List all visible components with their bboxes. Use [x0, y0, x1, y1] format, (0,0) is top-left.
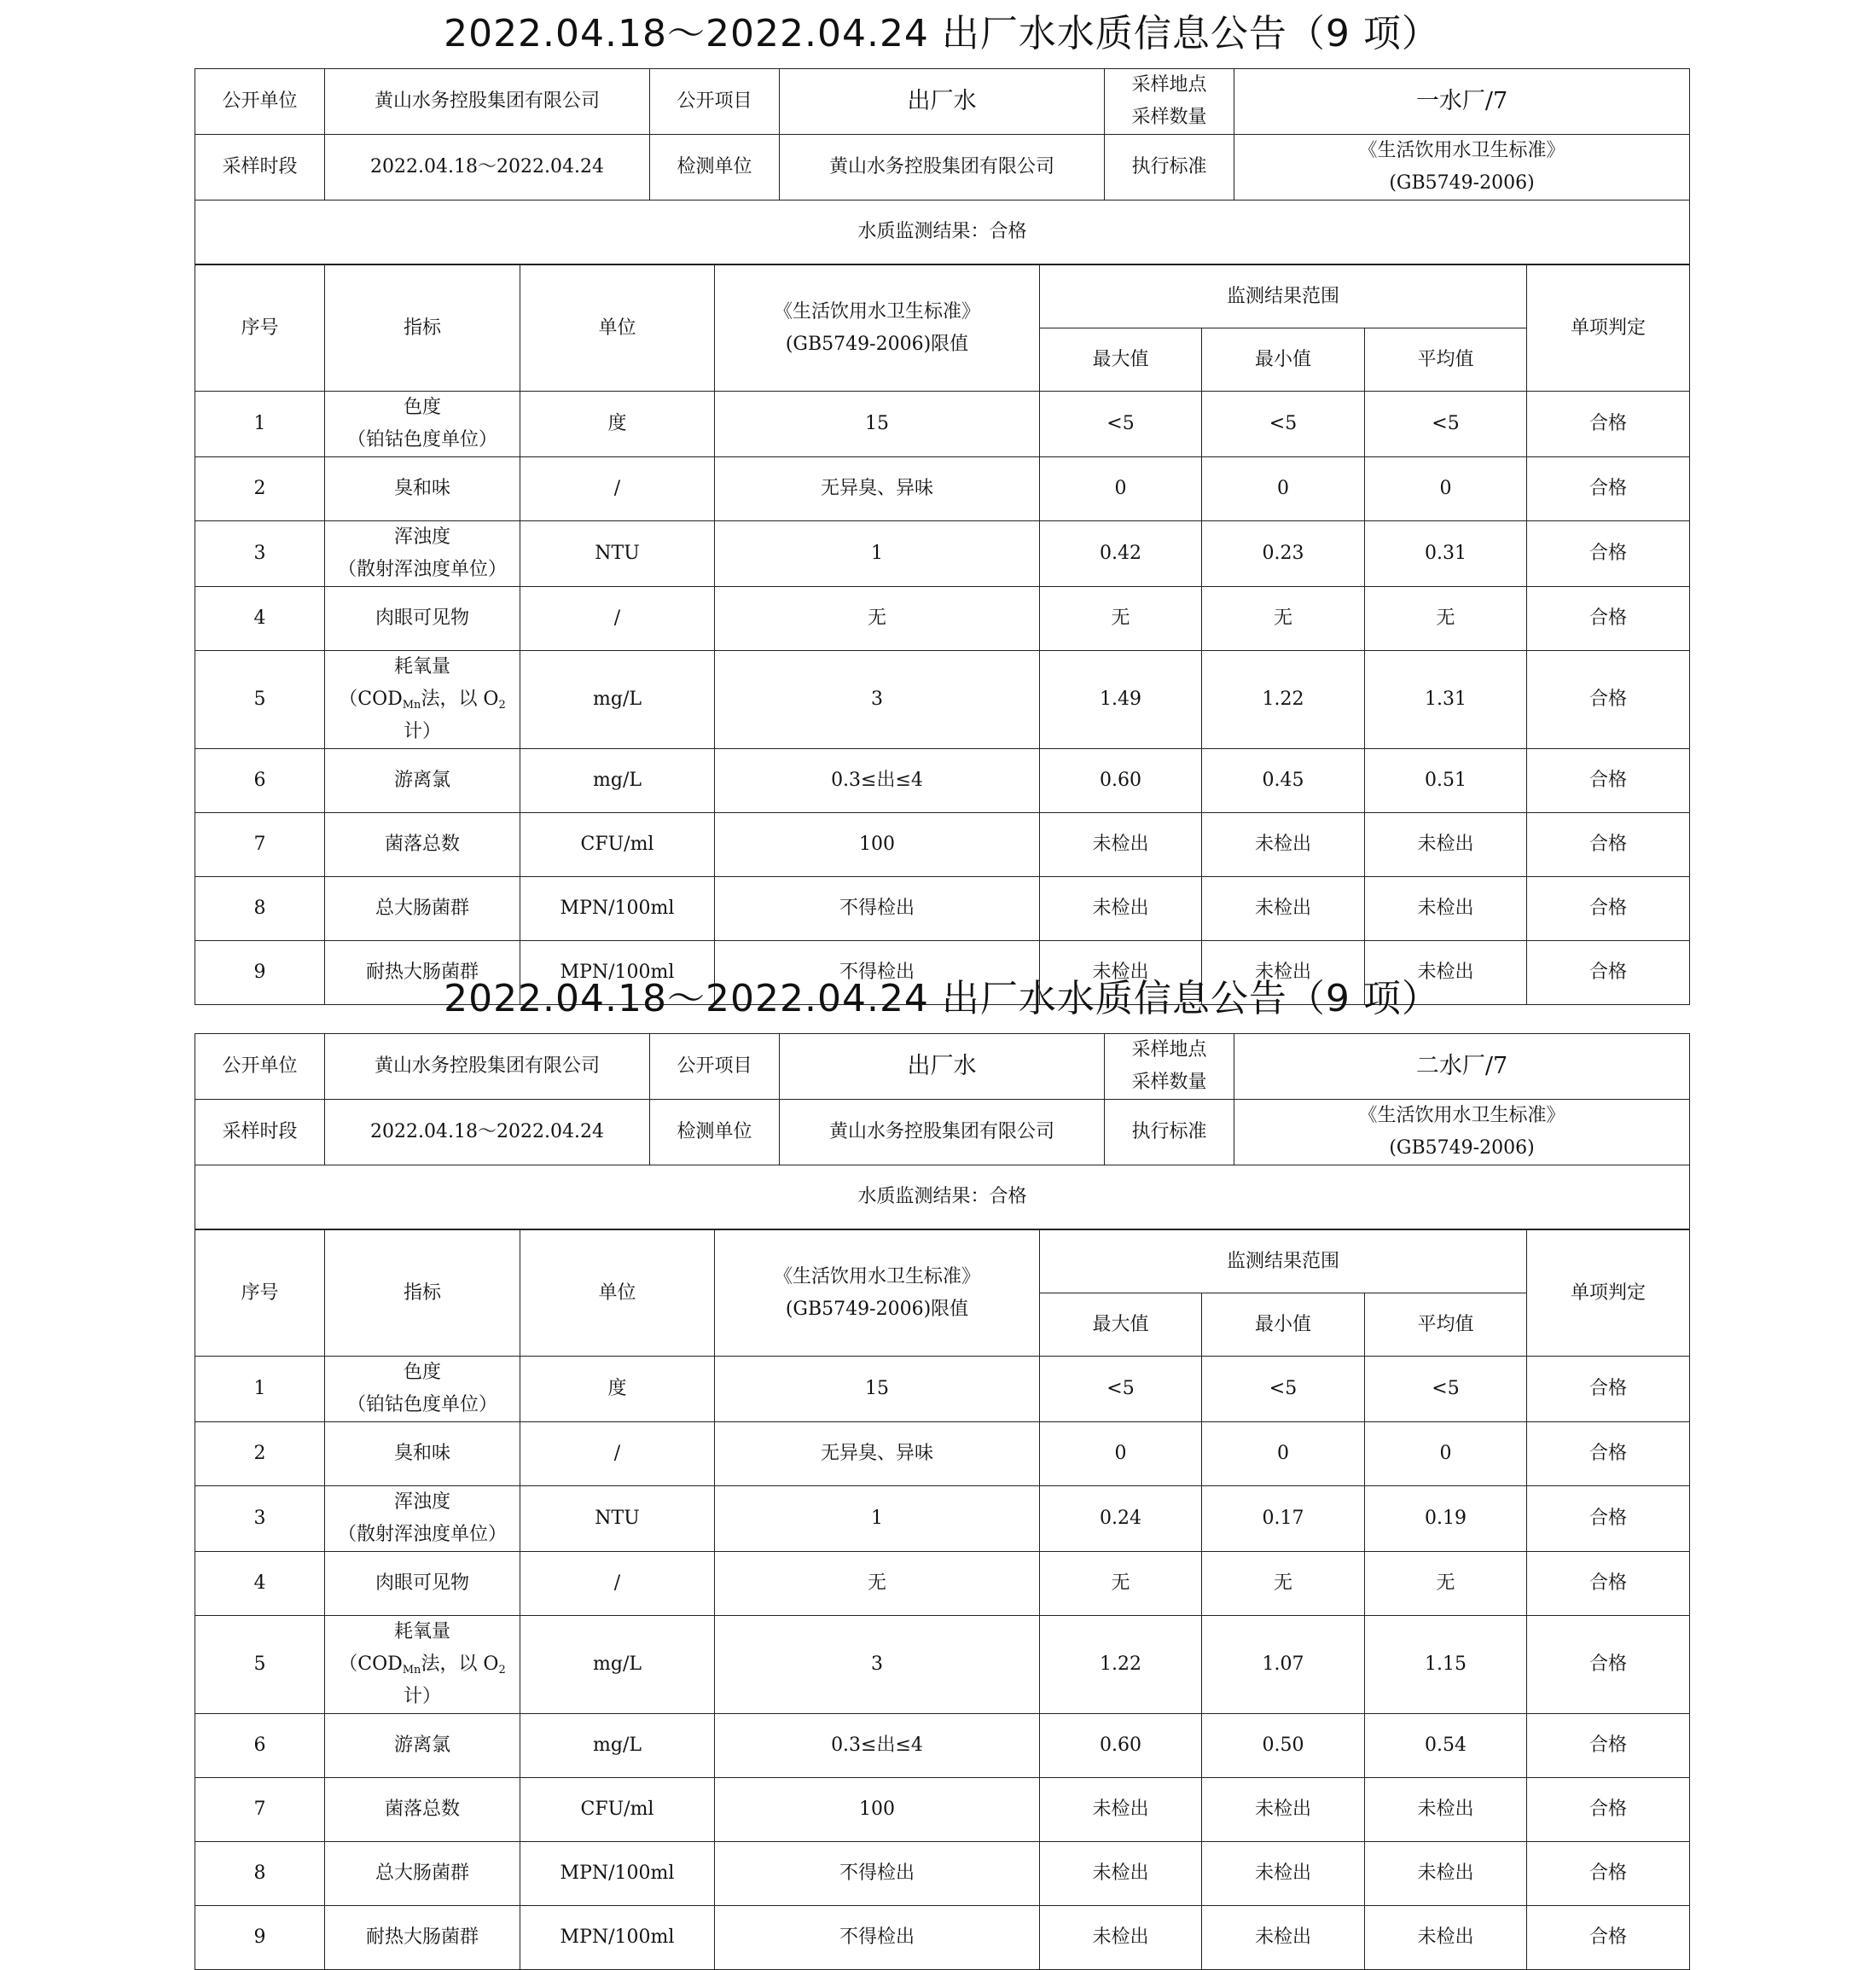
cell-max: <5 — [1040, 392, 1202, 457]
cell-min: 0.23 — [1202, 521, 1365, 587]
report-2 — [195, 965, 1689, 1970]
column-header-row — [195, 265, 1690, 328]
standard-value-line1: 《生活饮用水卫生标准》 — [1358, 1105, 1565, 1126]
cell-indicator — [325, 1616, 520, 1714]
header-indicator: 指标 — [325, 1230, 520, 1357]
cell-min: 0.45 — [1202, 749, 1365, 813]
indicator-name: 色度 — [403, 397, 441, 418]
table-row — [195, 1906, 1690, 1970]
cell-unit: MPN/100ml — [520, 1906, 715, 1970]
sampling-site-label-line1: 采样地点 — [1131, 1039, 1207, 1061]
cell-avg: 0.31 — [1365, 521, 1527, 587]
cell-seq: 1 — [195, 392, 325, 457]
cell-avg: <5 — [1365, 1357, 1527, 1422]
cell-verdict: 合格 — [1527, 1906, 1690, 1970]
cell-limit: 不得检出 — [715, 1906, 1040, 1970]
header-limit-line1: 《生活饮用水卫生标准》 — [773, 1265, 980, 1287]
cell-max: 0.60 — [1040, 749, 1202, 813]
indicator-sub-part-e: 计） — [403, 721, 441, 742]
cell-limit: 无 — [715, 1552, 1040, 1616]
cell-verdict: 合格 — [1527, 1552, 1690, 1616]
cell-verdict: 合格 — [1527, 651, 1690, 749]
indicator-sub-part-a: （COD — [339, 1653, 403, 1675]
cell-min: 未检出 — [1202, 877, 1365, 941]
cell-indicator: 臭和味 — [325, 457, 520, 521]
cell-limit: 15 — [715, 392, 1040, 457]
cell-max: 1.22 — [1040, 1616, 1202, 1714]
cell-limit: 1 — [715, 521, 1040, 587]
cell-seq: 3 — [195, 521, 325, 587]
indicator-sub-mn: Mn — [402, 699, 421, 712]
column-header-row — [195, 1230, 1690, 1293]
indicator-sub — [325, 683, 520, 748]
cell-verdict: 合格 — [1527, 877, 1690, 941]
header-unit: 单位 — [520, 265, 715, 392]
cell-unit: mg/L — [520, 1616, 715, 1714]
cell-seq: 8 — [195, 1842, 325, 1906]
sampling-site-value: 一水厂/7 — [1234, 69, 1690, 135]
cell-unit: MPN/100ml — [520, 877, 715, 941]
cell-max: 0.42 — [1040, 521, 1202, 587]
header-min: 最小值 — [1202, 1293, 1365, 1357]
report-1 — [195, 0, 1689, 1005]
public-unit-label: 公开单位 — [195, 69, 325, 135]
cell-max: 1.49 — [1040, 651, 1202, 749]
indicator-sub-part-e: 计） — [403, 1686, 441, 1707]
result-row — [195, 1165, 1690, 1229]
cell-max: 未检出 — [1040, 1778, 1202, 1842]
table-row — [195, 1552, 1690, 1616]
result-text: 水质监测结果：合格 — [195, 1165, 1690, 1229]
cell-indicator: 菌落总数 — [325, 1778, 520, 1842]
public-item-value: 出厂水 — [780, 69, 1105, 135]
cell-unit: / — [520, 587, 715, 651]
cell-seq: 8 — [195, 877, 325, 941]
cell-limit: 不得检出 — [715, 1842, 1040, 1906]
indicator-sub: （铂钴色度单位） — [346, 1394, 497, 1415]
cell-indicator — [325, 1357, 520, 1422]
public-unit-label: 公开单位 — [195, 1034, 325, 1100]
header-range: 监测结果范围 — [1040, 1230, 1527, 1293]
cell-avg: 未检出 — [1365, 1906, 1527, 1970]
cell-min: 无 — [1202, 587, 1365, 651]
sampling-site-label-line2: 采样数量 — [1131, 107, 1207, 128]
cell-unit: CFU/ml — [520, 813, 715, 877]
report-title: 2022.04.18～2022.04.24 出厂水水质信息公告（9 项） — [444, 12, 1440, 55]
cell-indicator: 肉眼可见物 — [325, 1552, 520, 1616]
cell-verdict: 合格 — [1527, 521, 1690, 587]
cell-limit: 0.3≤出≤4 — [715, 1714, 1040, 1778]
cell-seq: 2 — [195, 457, 325, 521]
cell-indicator — [325, 392, 520, 457]
cell-unit: MPN/100ml — [520, 941, 715, 1005]
cell-indicator — [325, 1486, 520, 1552]
cell-indicator: 肉眼可见物 — [325, 587, 520, 651]
cell-avg: 1.15 — [1365, 1616, 1527, 1714]
table-row — [195, 1616, 1690, 1714]
sampling-site-label-line1: 采样地点 — [1131, 74, 1207, 96]
cell-min: <5 — [1202, 392, 1365, 457]
cell-seq: 3 — [195, 1486, 325, 1552]
indicator-sub-mn: Mn — [402, 1664, 421, 1677]
sampling-period-label: 采样时段 — [195, 1100, 325, 1165]
cell-indicator — [325, 521, 520, 587]
cell-verdict: 合格 — [1527, 813, 1690, 877]
cell-seq: 4 — [195, 1552, 325, 1616]
cell-indicator: 游离氯 — [325, 749, 520, 813]
cell-indicator: 总大肠菌群 — [325, 877, 520, 941]
cell-min: 未检出 — [1202, 1906, 1365, 1970]
cell-seq: 4 — [195, 587, 325, 651]
cell-min: 1.22 — [1202, 651, 1365, 749]
cell-min: 未检出 — [1202, 813, 1365, 877]
public-item-label: 公开项目 — [650, 1034, 780, 1100]
header-limit — [715, 265, 1040, 392]
header-unit: 单位 — [520, 1230, 715, 1357]
table-row — [195, 1486, 1690, 1552]
cell-verdict: 合格 — [1527, 392, 1690, 457]
cell-limit: 0.3≤出≤4 — [715, 749, 1040, 813]
standard-label: 执行标准 — [1105, 1100, 1234, 1165]
indicator-name: 色度 — [403, 1362, 441, 1383]
data-table — [195, 264, 1690, 1005]
indicator-name: 耗氧量 — [393, 656, 450, 677]
table-row — [195, 813, 1690, 877]
cell-max: 0 — [1040, 1422, 1202, 1486]
testing-unit-label: 检测单位 — [650, 1100, 780, 1165]
cell-avg: 未检出 — [1365, 877, 1527, 941]
indicator-sub-part-c: 法，以 O — [421, 1653, 499, 1675]
result-row — [195, 200, 1690, 264]
standard-value-line2: (GB5749-2006) — [1389, 172, 1535, 194]
cell-unit: mg/L — [520, 651, 715, 749]
table-row — [195, 521, 1690, 587]
info-table — [195, 68, 1690, 264]
cell-avg: 未检出 — [1365, 1842, 1527, 1906]
cell-unit: / — [520, 1422, 715, 1486]
cell-indicator: 臭和味 — [325, 1422, 520, 1486]
header-max: 最大值 — [1040, 1293, 1202, 1357]
cell-indicator: 耐热大肠菌群 — [325, 1906, 520, 1970]
cell-limit: 无 — [715, 587, 1040, 651]
sampling-site-label-line2: 采样数量 — [1131, 1072, 1207, 1093]
cell-max: 未检出 — [1040, 1906, 1202, 1970]
header-avg: 平均值 — [1365, 328, 1527, 392]
cell-indicator: 耐热大肠菌群 — [325, 941, 520, 1005]
cell-limit: 100 — [715, 1778, 1040, 1842]
sampling-site-label — [1105, 1034, 1234, 1100]
sampling-period-value: 2022.04.18～2022.04.24 — [325, 1100, 650, 1165]
indicator-sub-2: 2 — [498, 1664, 506, 1677]
indicator-sub: （散射浑浊度单位） — [337, 559, 507, 580]
cell-max: 未检出 — [1040, 1842, 1202, 1906]
indicator-sub — [325, 1648, 520, 1713]
cell-min: 未检出 — [1202, 941, 1365, 1005]
cell-avg: 未检出 — [1365, 1778, 1527, 1842]
cell-min: 未检出 — [1202, 1778, 1365, 1842]
cell-seq: 2 — [195, 1422, 325, 1486]
cell-avg: 0.51 — [1365, 749, 1527, 813]
table-row — [195, 1842, 1690, 1906]
cell-avg: 1.31 — [1365, 651, 1527, 749]
table-row — [195, 457, 1690, 521]
header-verdict: 单项判定 — [1527, 265, 1690, 392]
header-limit — [715, 1230, 1040, 1357]
cell-max: 未检出 — [1040, 813, 1202, 877]
cell-seq: 7 — [195, 1778, 325, 1842]
public-item-value: 出厂水 — [780, 1034, 1105, 1100]
table-row — [195, 587, 1690, 651]
header-indicator: 指标 — [325, 265, 520, 392]
cell-unit: / — [520, 457, 715, 521]
header-seq: 序号 — [195, 265, 325, 392]
public-item-label: 公开项目 — [650, 69, 780, 135]
cell-avg: 未检出 — [1365, 813, 1527, 877]
sampling-period-label: 采样时段 — [195, 135, 325, 200]
cell-avg: 0.19 — [1365, 1486, 1527, 1552]
standard-value — [1234, 135, 1690, 200]
header-limit-line1: 《生活饮用水卫生标准》 — [773, 300, 980, 323]
cell-indicator — [325, 651, 520, 749]
cell-avg: 未检出 — [1365, 941, 1527, 1005]
info-row-1 — [195, 69, 1690, 135]
table-row — [195, 1357, 1690, 1422]
public-unit-value: 黄山水务控股集团有限公司 — [325, 69, 650, 135]
indicator-sub-2: 2 — [498, 699, 506, 712]
cell-unit: / — [520, 1552, 715, 1616]
cell-max: 0.24 — [1040, 1486, 1202, 1552]
table-row — [195, 392, 1690, 457]
indicator-name: 浑浊度 — [393, 1491, 450, 1513]
sampling-period-value: 2022.04.18～2022.04.24 — [325, 135, 650, 200]
cell-seq: 9 — [195, 1906, 325, 1970]
cell-verdict: 合格 — [1527, 587, 1690, 651]
info-row-2 — [195, 135, 1690, 200]
cell-avg: 0.54 — [1365, 1714, 1527, 1778]
cell-min: 0.17 — [1202, 1486, 1365, 1552]
data-table — [195, 1229, 1690, 1970]
cell-indicator: 游离氯 — [325, 1714, 520, 1778]
cell-max: 0 — [1040, 457, 1202, 521]
testing-unit-value: 黄山水务控股集团有限公司 — [780, 135, 1105, 200]
cell-verdict: 合格 — [1527, 749, 1690, 813]
cell-avg: <5 — [1365, 392, 1527, 457]
cell-seq: 6 — [195, 749, 325, 813]
cell-max: <5 — [1040, 1357, 1202, 1422]
cell-avg: 无 — [1365, 1552, 1527, 1616]
cell-avg: 0 — [1365, 457, 1527, 521]
public-unit-value: 黄山水务控股集团有限公司 — [325, 1034, 650, 1100]
cell-seq: 5 — [195, 651, 325, 749]
cell-limit: 1 — [715, 1486, 1040, 1552]
cell-verdict: 合格 — [1527, 1357, 1690, 1422]
header-range: 监测结果范围 — [1040, 265, 1527, 328]
info-table — [195, 1033, 1690, 1229]
cell-verdict: 合格 — [1527, 1422, 1690, 1486]
cell-seq: 7 — [195, 813, 325, 877]
indicator-sub: （散射浑浊度单位） — [337, 1524, 507, 1545]
header-verdict: 单项判定 — [1527, 1230, 1690, 1357]
cell-max: 未检出 — [1040, 941, 1202, 1005]
cell-min: 0 — [1202, 1422, 1365, 1486]
cell-indicator: 总大肠菌群 — [325, 1842, 520, 1906]
cell-limit: 无异臭、异味 — [715, 1422, 1040, 1486]
cell-indicator: 菌落总数 — [325, 813, 520, 877]
cell-limit: 100 — [715, 813, 1040, 877]
table-row — [195, 1714, 1690, 1778]
cell-verdict: 合格 — [1527, 1714, 1690, 1778]
cell-unit: mg/L — [520, 749, 715, 813]
table-row — [195, 1422, 1690, 1486]
cell-limit: 无异臭、异味 — [715, 457, 1040, 521]
cell-min: 0.50 — [1202, 1714, 1365, 1778]
info-row-2 — [195, 1100, 1690, 1165]
result-text: 水质监测结果：合格 — [195, 200, 1690, 264]
cell-seq: 5 — [195, 1616, 325, 1714]
cell-seq: 9 — [195, 941, 325, 1005]
cell-limit: 3 — [715, 1616, 1040, 1714]
table-row — [195, 877, 1690, 941]
cell-verdict: 合格 — [1527, 1778, 1690, 1842]
cell-min: 1.07 — [1202, 1616, 1365, 1714]
cell-max: 0.60 — [1040, 1714, 1202, 1778]
cell-max: 未检出 — [1040, 877, 1202, 941]
indicator-name: 耗氧量 — [393, 1621, 450, 1642]
cell-verdict: 合格 — [1527, 1616, 1690, 1714]
standard-value — [1234, 1100, 1690, 1165]
sampling-site-value: 二水厂/7 — [1234, 1034, 1690, 1100]
cell-max: 无 — [1040, 587, 1202, 651]
indicator-sub-part-c: 法，以 O — [421, 689, 499, 710]
report-title: 2022.04.18～2022.04.24 出厂水水质信息公告（9 项） — [444, 977, 1440, 1020]
header-seq: 序号 — [195, 1230, 325, 1357]
cell-max: 无 — [1040, 1552, 1202, 1616]
testing-unit-label: 检测单位 — [650, 135, 780, 200]
standard-value-line1: 《生活饮用水卫生标准》 — [1358, 140, 1565, 161]
cell-unit: 度 — [520, 392, 715, 457]
cell-unit: MPN/100ml — [520, 1842, 715, 1906]
indicator-sub-part-a: （COD — [339, 689, 403, 710]
testing-unit-value: 黄山水务控股集团有限公司 — [780, 1100, 1105, 1165]
cell-limit: 不得检出 — [715, 877, 1040, 941]
cell-limit: 不得检出 — [715, 941, 1040, 1005]
cell-verdict: 合格 — [1527, 1842, 1690, 1906]
table-row — [195, 1778, 1690, 1842]
table-row — [195, 749, 1690, 813]
header-limit-line2: (GB5749-2006)限值 — [785, 333, 969, 355]
cell-limit: 15 — [715, 1357, 1040, 1422]
cell-unit: 度 — [520, 1357, 715, 1422]
header-min: 最小值 — [1202, 328, 1365, 392]
cell-min: 无 — [1202, 1552, 1365, 1616]
cell-limit: 3 — [715, 651, 1040, 749]
info-row-1 — [195, 1034, 1690, 1100]
cell-verdict: 合格 — [1527, 941, 1690, 1005]
cell-unit: CFU/ml — [520, 1778, 715, 1842]
standard-label: 执行标准 — [1105, 135, 1234, 200]
header-max: 最大值 — [1040, 328, 1202, 392]
indicator-name: 浑浊度 — [393, 526, 450, 548]
header-avg: 平均值 — [1365, 1293, 1527, 1357]
header-limit-line2: (GB5749-2006)限值 — [785, 1298, 969, 1320]
cell-min: 0 — [1202, 457, 1365, 521]
sampling-site-label — [1105, 69, 1234, 135]
cell-unit: NTU — [520, 1486, 715, 1552]
cell-avg: 无 — [1365, 587, 1527, 651]
cell-verdict: 合格 — [1527, 1486, 1690, 1552]
cell-unit: mg/L — [520, 1714, 715, 1778]
indicator-sub: （铂钴色度单位） — [346, 429, 497, 450]
standard-value-line2: (GB5749-2006) — [1389, 1137, 1535, 1159]
cell-avg: 0 — [1365, 1422, 1527, 1486]
cell-unit: NTU — [520, 521, 715, 587]
table-row — [195, 651, 1690, 749]
cell-verdict: 合格 — [1527, 457, 1690, 521]
cell-seq: 1 — [195, 1357, 325, 1422]
cell-seq: 6 — [195, 1714, 325, 1778]
cell-min: <5 — [1202, 1357, 1365, 1422]
cell-min: 未检出 — [1202, 1842, 1365, 1906]
